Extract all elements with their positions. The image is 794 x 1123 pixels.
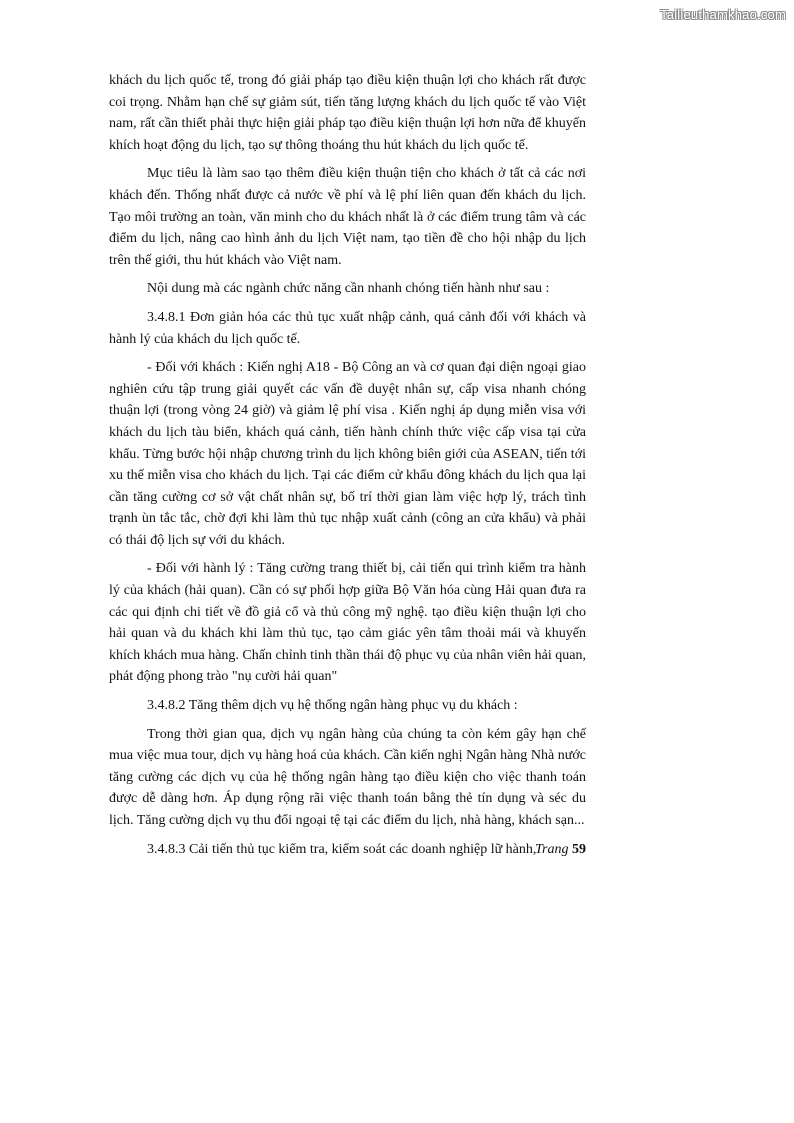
watermark-text: Tailieuthamkhao.com (660, 7, 786, 22)
paragraph-banking: Trong thời gian qua, dịch vụ ngân hàng của chúng ta còn kém gây hạn chế mua việc mua tour, dịch vụ hàng hoá của khách. Cần kiến nghị Ngân hàng Nhà nước tăng cường các dịch vụ của hệ thống ngân hàng tạo điều kiện cho việc thanh toán được dễ dàng hơn. Áp dụng rộng rãi việc thanh toán bằng thẻ tín dụng và séc du lịch. Tăng cường dịch vụ thu đổi ngoại tệ tại các điểm du lịch, nhà hàng, khách sạn... (109, 726, 586, 828)
paragraph-3: Nội dung mà các ngành chức năng cần nhanh chóng tiến hành như sau : (147, 281, 550, 297)
section-heading-3-4-8-2: 3.4.8.2 Tăng thêm dịch vụ hệ thống ngân hàng phục vụ du khách : (147, 698, 518, 714)
page-number: 59 (572, 842, 586, 857)
paragraph-2: Mục tiêu là làm sao tạo thêm điều kiện thuận tiện cho khách ở tất cả các nơi khách đến. Thống nhất được cả nước về phí và lệ phí liên quan đến khách du lịch. Tạo môi trường an toàn, văn minh cho du khách nhất là ở các điểm trung tâm và các điểm du lịch, nâng cao hình ảnh du lịch Việt nam, tạo tiền đề cho hội nhập du lịch trên thế giới, thu hút khách vào Việt nam. (109, 166, 586, 268)
section-heading-3-4-8-3: 3.4.8.3 Cải tiến thủ tục kiểm tra, kiểm soát các doanh nghiệp lữ hành, (147, 841, 537, 857)
paragraph-luggage: - Đối với hành lý : Tăng cường trang thiết bị, cải tiến qui trình kiểm tra hành lý của khách (hải quan). Cần có sự phối hợp giữa Bộ Văn hóa cùng Hải quan đưa ra các qui định chi tiết về đồ giả cổ và thủ công mỹ nghệ. tạo điều kiện thuận lợi cho hải quan và du khách khi làm thủ tục, tạo cảm giác yên tâm thoải mái và khuyến khích khách mua hàng. Chấn chỉnh tinh thần thái độ phục vụ của nhân viên hải quan, phát động phong trào "nụ cười hải quan" (109, 561, 586, 685)
document-body (109, 70, 586, 867)
section-heading-3-4-8-1: 3.4.8.1 Đơn giản hóa các thủ tục xuất nhập cảnh, quá cảnh đối với khách và hành lý của khách du lịch quốc tế. (109, 309, 586, 347)
page-label: Trang (535, 842, 569, 857)
page-footer (109, 842, 586, 858)
paragraph-1: khách du lịch quốc tế, trong đó giải pháp tạo điều kiện thuận lợi cho khách rất được coi trọng. Nhằm hạn chế sự giảm sút, tiến tăng lượng khách du lịch quốc tế vào Việt nam, rất cần thiết phải thực hiện giải pháp tạo điều kiện thuận lợi hơn nữa để khuyến khích hoạt động du lịch, tạo sự thông thoáng thu hút khách du lịch quốc tế. (109, 73, 586, 153)
paragraph-visitors: - Đối với khách : Kiến nghị A18 - Bộ Công an và cơ quan đại diện ngoại giao nghiên cứu tập trung giải quyết các vấn đề duyệt nhân sự, cấp visa nhanh chóng thuận lợi (trong vòng 24 giờ) và giảm lệ phí visa . Kiến nghị áp dụng miễn visa với khách du lịch tàu biển, khách quá cảnh, tiến hành chính thức việc cấp visa tại cửa khẩu. Từng bước hội nhập chương trình du lịch không biên giới của ASEAN, tiến tới xu thế miễn visa cho khách du lịch. Tại các điểm cử khẩu đông khách du lịch qua lại cần tăng cường cơ sở vật chất nhân sự, bố trí thời gian làm việc hợp lý, trách tình trạnh ùn tắc tắc, chờ đợi khi làm thủ tục nhập xuất cảnh (công an cửa khẩu) và phải có thái độ lịch sự với du khách. (109, 360, 586, 548)
